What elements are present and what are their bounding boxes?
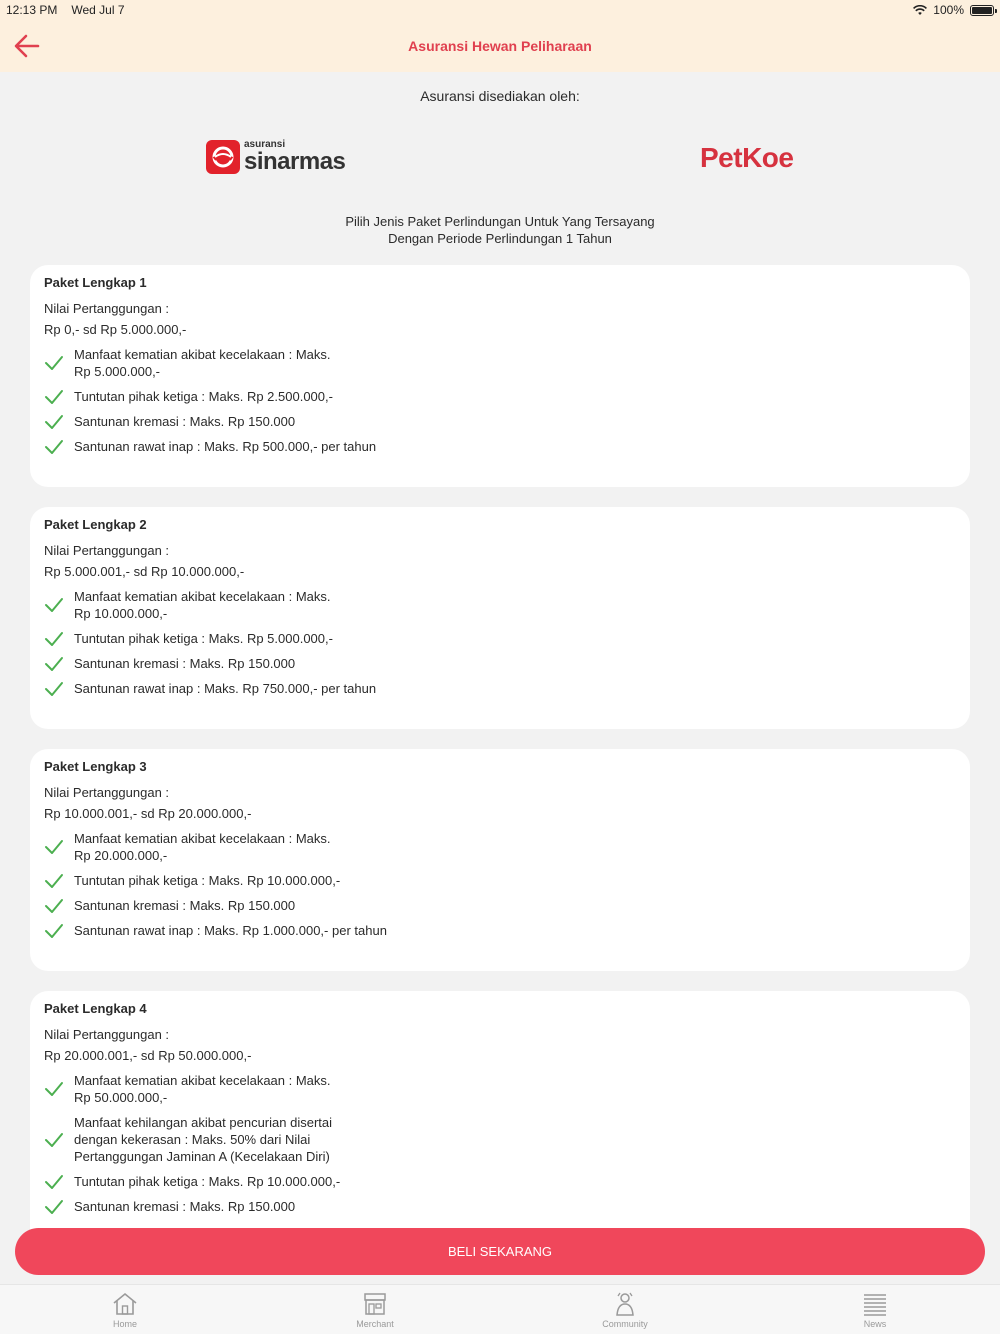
- tab-bar: [0, 1284, 1000, 1334]
- coverage-label: Nilai Pertanggungan :: [44, 785, 170, 800]
- benefit-item: [44, 897, 956, 914]
- page-title: Asuransi Hewan Peliharaan: [408, 38, 592, 54]
- home-icon: [111, 1290, 139, 1318]
- sinarmas-logo: [206, 140, 345, 174]
- benefit-text: Tuntutan pihak ketiga : Maks. Rp 10.000.000,-: [74, 1174, 341, 1189]
- benefit-text: Manfaat kematian akibat kecelakaan : Maks. Rp 50.000.000,-: [74, 1073, 331, 1105]
- benefit-item: [44, 830, 956, 864]
- tab-label: Community: [602, 1319, 648, 1329]
- check-icon: [44, 898, 64, 914]
- coverage-value: Rp 20.000.001,- sd Rp 50.000.000,-: [44, 1048, 252, 1063]
- check-icon: [44, 631, 64, 647]
- benefit-item: [44, 872, 956, 889]
- benefit-text: Manfaat kematian akibat kecelakaan : Maks. Rp 10.000.000,-: [74, 589, 331, 621]
- tab-label: Home: [112, 1319, 137, 1329]
- benefit-text: Santunan kremasi : Maks. Rp 150.000: [74, 898, 296, 913]
- coverage-label: Nilai Pertanggungan :: [44, 543, 170, 558]
- package-card[interactable]: [30, 749, 970, 971]
- nav-bar: [0, 20, 1000, 72]
- intro-text: [0, 213, 1000, 247]
- benefit-text: Santunan kremasi : Maks. Rp 150.000: [74, 656, 296, 671]
- benefit-text: Santunan kremasi : Maks. Rp 150.000: [74, 414, 296, 429]
- check-icon: [44, 839, 64, 855]
- tab-label: Merchant: [356, 1319, 394, 1329]
- status-bar: [0, 0, 1000, 20]
- battery-percent: 100%: [933, 3, 964, 17]
- coverage-label: Nilai Pertanggungan :: [44, 1027, 170, 1042]
- benefit-item: [44, 413, 956, 430]
- benefit-list: [44, 588, 956, 697]
- tab-merchant[interactable]: [250, 1285, 500, 1334]
- check-icon: [44, 1132, 64, 1148]
- merchant-icon: [361, 1290, 389, 1318]
- benefit-text: Santunan kremasi : Maks. Rp 150.000: [74, 1199, 296, 1214]
- package-card[interactable]: [30, 507, 970, 729]
- package-title: Paket Lengkap 4: [44, 1001, 147, 1016]
- tab-home[interactable]: [0, 1285, 250, 1334]
- community-icon: [611, 1290, 639, 1318]
- benefit-item: [44, 1072, 956, 1106]
- intro-line-2: Dengan Periode Perlindungan 1 Tahun: [388, 231, 612, 246]
- benefit-text: Manfaat kematian akibat kecelakaan : Maks. Rp 5.000.000,-: [74, 347, 331, 379]
- intro-line-1: Pilih Jenis Paket Perlindungan Untuk Yang Tersayang: [345, 214, 655, 229]
- sinarmas-logo-small-text: asuransi: [244, 139, 286, 150]
- check-icon: [44, 873, 64, 889]
- wifi-icon: [913, 5, 927, 16]
- buy-now-button[interactable]: BELI SEKARANG: [15, 1228, 985, 1275]
- package-title: Paket Lengkap 2: [44, 517, 147, 532]
- benefit-text: Tuntutan pihak ketiga : Maks. Rp 10.000.000,-: [74, 873, 341, 888]
- provider-label: Asuransi disediakan oleh:: [420, 88, 580, 104]
- benefit-item: [44, 1114, 956, 1165]
- news-icon: [861, 1290, 889, 1318]
- benefit-item: [44, 388, 956, 405]
- benefit-text: Santunan rawat inap : Maks. Rp 750.000,- per tahun: [74, 681, 377, 696]
- check-icon: [44, 597, 64, 613]
- coverage-value: Rp 5.000.001,- sd Rp 10.000.000,-: [44, 564, 245, 579]
- back-arrow-icon: [12, 32, 42, 60]
- benefit-item: [44, 630, 956, 647]
- check-icon: [44, 439, 64, 455]
- coverage-value: Rp 10.000.001,- sd Rp 20.000.000,-: [44, 806, 252, 821]
- package-card[interactable]: [30, 991, 970, 1251]
- check-icon: [44, 681, 64, 697]
- benefit-item: [44, 680, 956, 697]
- benefit-text: Santunan rawat inap : Maks. Rp 1.000.000,- per tahun: [74, 923, 387, 938]
- benefit-text: Santunan rawat inap : Maks. Rp 500.000,- per tahun: [74, 439, 377, 454]
- tab-community[interactable]: [500, 1285, 750, 1334]
- benefit-text: Manfaat kehilangan akibat pencurian disertai dengan kekerasan : Maks. 50% dari Nilai Pertanggungan Jaminan A (Kecelakaan Diri): [74, 1115, 333, 1164]
- package-title: Paket Lengkap 3: [44, 759, 147, 774]
- benefit-item: [44, 438, 956, 455]
- benefit-item: [44, 922, 956, 939]
- package-card[interactable]: [30, 265, 970, 487]
- check-icon: [44, 389, 64, 405]
- benefit-text: Tuntutan pihak ketiga : Maks. Rp 5.000.000,-: [74, 631, 333, 646]
- benefit-item: [44, 588, 956, 622]
- coverage-label: Nilai Pertanggungan :: [44, 301, 170, 316]
- benefit-list: [44, 346, 956, 455]
- tab-news[interactable]: [750, 1285, 1000, 1334]
- status-date: Wed Jul 7: [71, 3, 125, 17]
- status-time: 12:13 PM: [6, 3, 58, 17]
- battery-icon: [970, 5, 994, 16]
- check-icon: [44, 355, 64, 371]
- benefit-item: [44, 655, 956, 672]
- benefit-item: [44, 1198, 956, 1215]
- benefit-list: [44, 830, 956, 939]
- sinarmas-logo-mark-icon: [206, 140, 240, 174]
- package-title: Paket Lengkap 1: [44, 275, 147, 290]
- benefit-item: [44, 346, 956, 380]
- benefit-text: Tuntutan pihak ketiga : Maks. Rp 2.500.000,-: [74, 389, 333, 404]
- check-icon: [44, 1174, 64, 1190]
- back-button[interactable]: [12, 32, 42, 60]
- tab-label: News: [863, 1319, 887, 1329]
- petkoe-logo: PetKoe: [700, 142, 794, 173]
- benefit-text: Manfaat kematian akibat kecelakaan : Maks. Rp 20.000.000,-: [74, 831, 331, 863]
- check-icon: [44, 414, 64, 430]
- sinarmas-logo-text: sinarmas: [244, 148, 346, 175]
- benefit-list: [44, 1072, 956, 1215]
- check-icon: [44, 1081, 64, 1097]
- benefit-item: [44, 1173, 956, 1190]
- check-icon: [44, 923, 64, 939]
- check-icon: [44, 656, 64, 672]
- coverage-value: Rp 0,- sd Rp 5.000.000,-: [44, 322, 187, 337]
- check-icon: [44, 1199, 64, 1215]
